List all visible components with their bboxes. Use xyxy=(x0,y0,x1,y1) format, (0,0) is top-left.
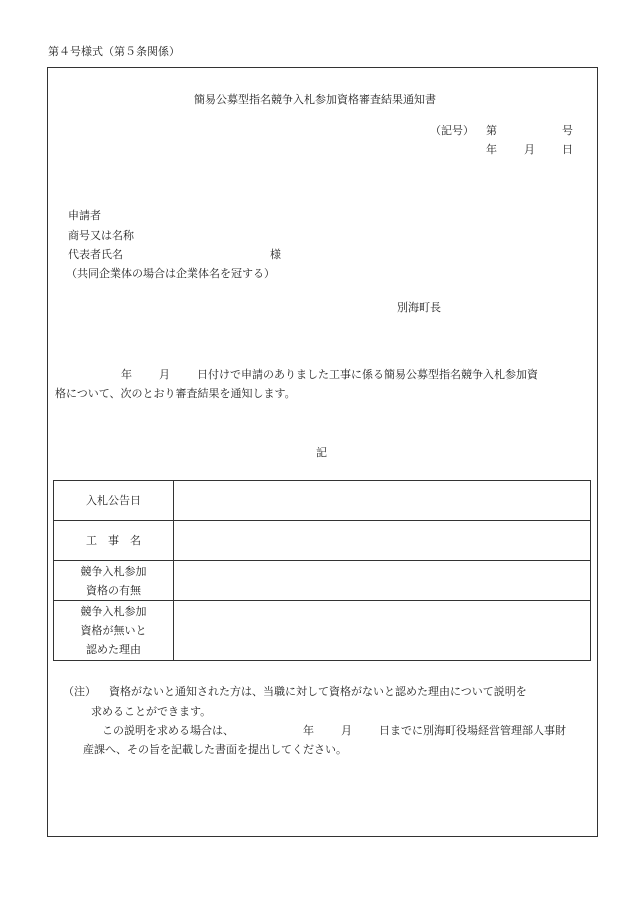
date-month-label: 月 xyxy=(524,143,535,156)
table-label-koujimei xyxy=(54,521,174,561)
table-label-shikaku-umu xyxy=(54,561,174,601)
table-value-shikaku-umu xyxy=(174,561,591,601)
company-name-label: 商号又は名称 xyxy=(68,229,134,242)
kigou-label: （記号） xyxy=(430,124,474,137)
ki-heading: 記 xyxy=(316,446,327,459)
date-year-label: 年 xyxy=(486,143,497,156)
date-day-label: 日 xyxy=(562,143,573,156)
honorific-label: 様 xyxy=(270,248,281,261)
table-row xyxy=(54,561,591,601)
form-number: 第４号様式（第５条関係） xyxy=(48,45,180,58)
gou-label: 号 xyxy=(562,124,573,137)
body-month-label: 月 xyxy=(159,368,170,381)
note-month-label: 月 xyxy=(341,724,352,737)
table-label-text: 競争入札参加 資格が無いと 認めた理由 xyxy=(80,605,147,656)
table-label-koukokubi xyxy=(54,481,174,521)
table-value-riyuu xyxy=(174,601,591,661)
table-row xyxy=(54,521,591,561)
info-table xyxy=(53,480,591,661)
table-row xyxy=(54,601,591,661)
table-label-text: 工 事 名 xyxy=(86,534,141,547)
table-label-riyuu xyxy=(54,601,174,661)
note-marker: （注） xyxy=(63,685,96,698)
note-line-2: 求めることができます。 xyxy=(91,705,212,718)
body-line-1: 日付けで申請のありました工事に係る簡易公募型指名競争入札参加資 xyxy=(197,368,538,381)
document-title: 簡易公募型指名競争入札参加資格審査結果通知書 xyxy=(194,93,436,106)
issuer: 別海町長 xyxy=(397,301,441,314)
body-year-label: 年 xyxy=(121,368,132,381)
table-row xyxy=(54,481,591,521)
table-label-text: 入札公告日 xyxy=(86,494,141,507)
table-value-koukokubi xyxy=(174,481,591,521)
table-label-text: 競争入札参加 資格の有無 xyxy=(80,564,147,597)
representative-label: 代表者氏名 xyxy=(68,248,123,261)
note-line-3-pre: この説明を求める場合は、 xyxy=(102,724,234,737)
note-line-4: 産課へ、その旨を記載した書面を提出してください。 xyxy=(83,743,347,756)
dai-label: 第 xyxy=(486,124,497,137)
note-line-1: 資格がないと通知された方は、当職に対して資格がないと認めた理由について説明を xyxy=(109,685,527,698)
table-value-koujimei xyxy=(174,521,591,561)
body-line-2: 格について、次のとおり審査結果を通知します。 xyxy=(55,387,296,400)
note-year-label: 年 xyxy=(303,724,314,737)
jv-note: （共同企業体の場合は企業体名を冠する） xyxy=(66,267,275,280)
note-line-3-post: 日までに別海町役場経営管理部人事財 xyxy=(379,724,566,737)
applicant-label: 申請者 xyxy=(68,209,101,222)
